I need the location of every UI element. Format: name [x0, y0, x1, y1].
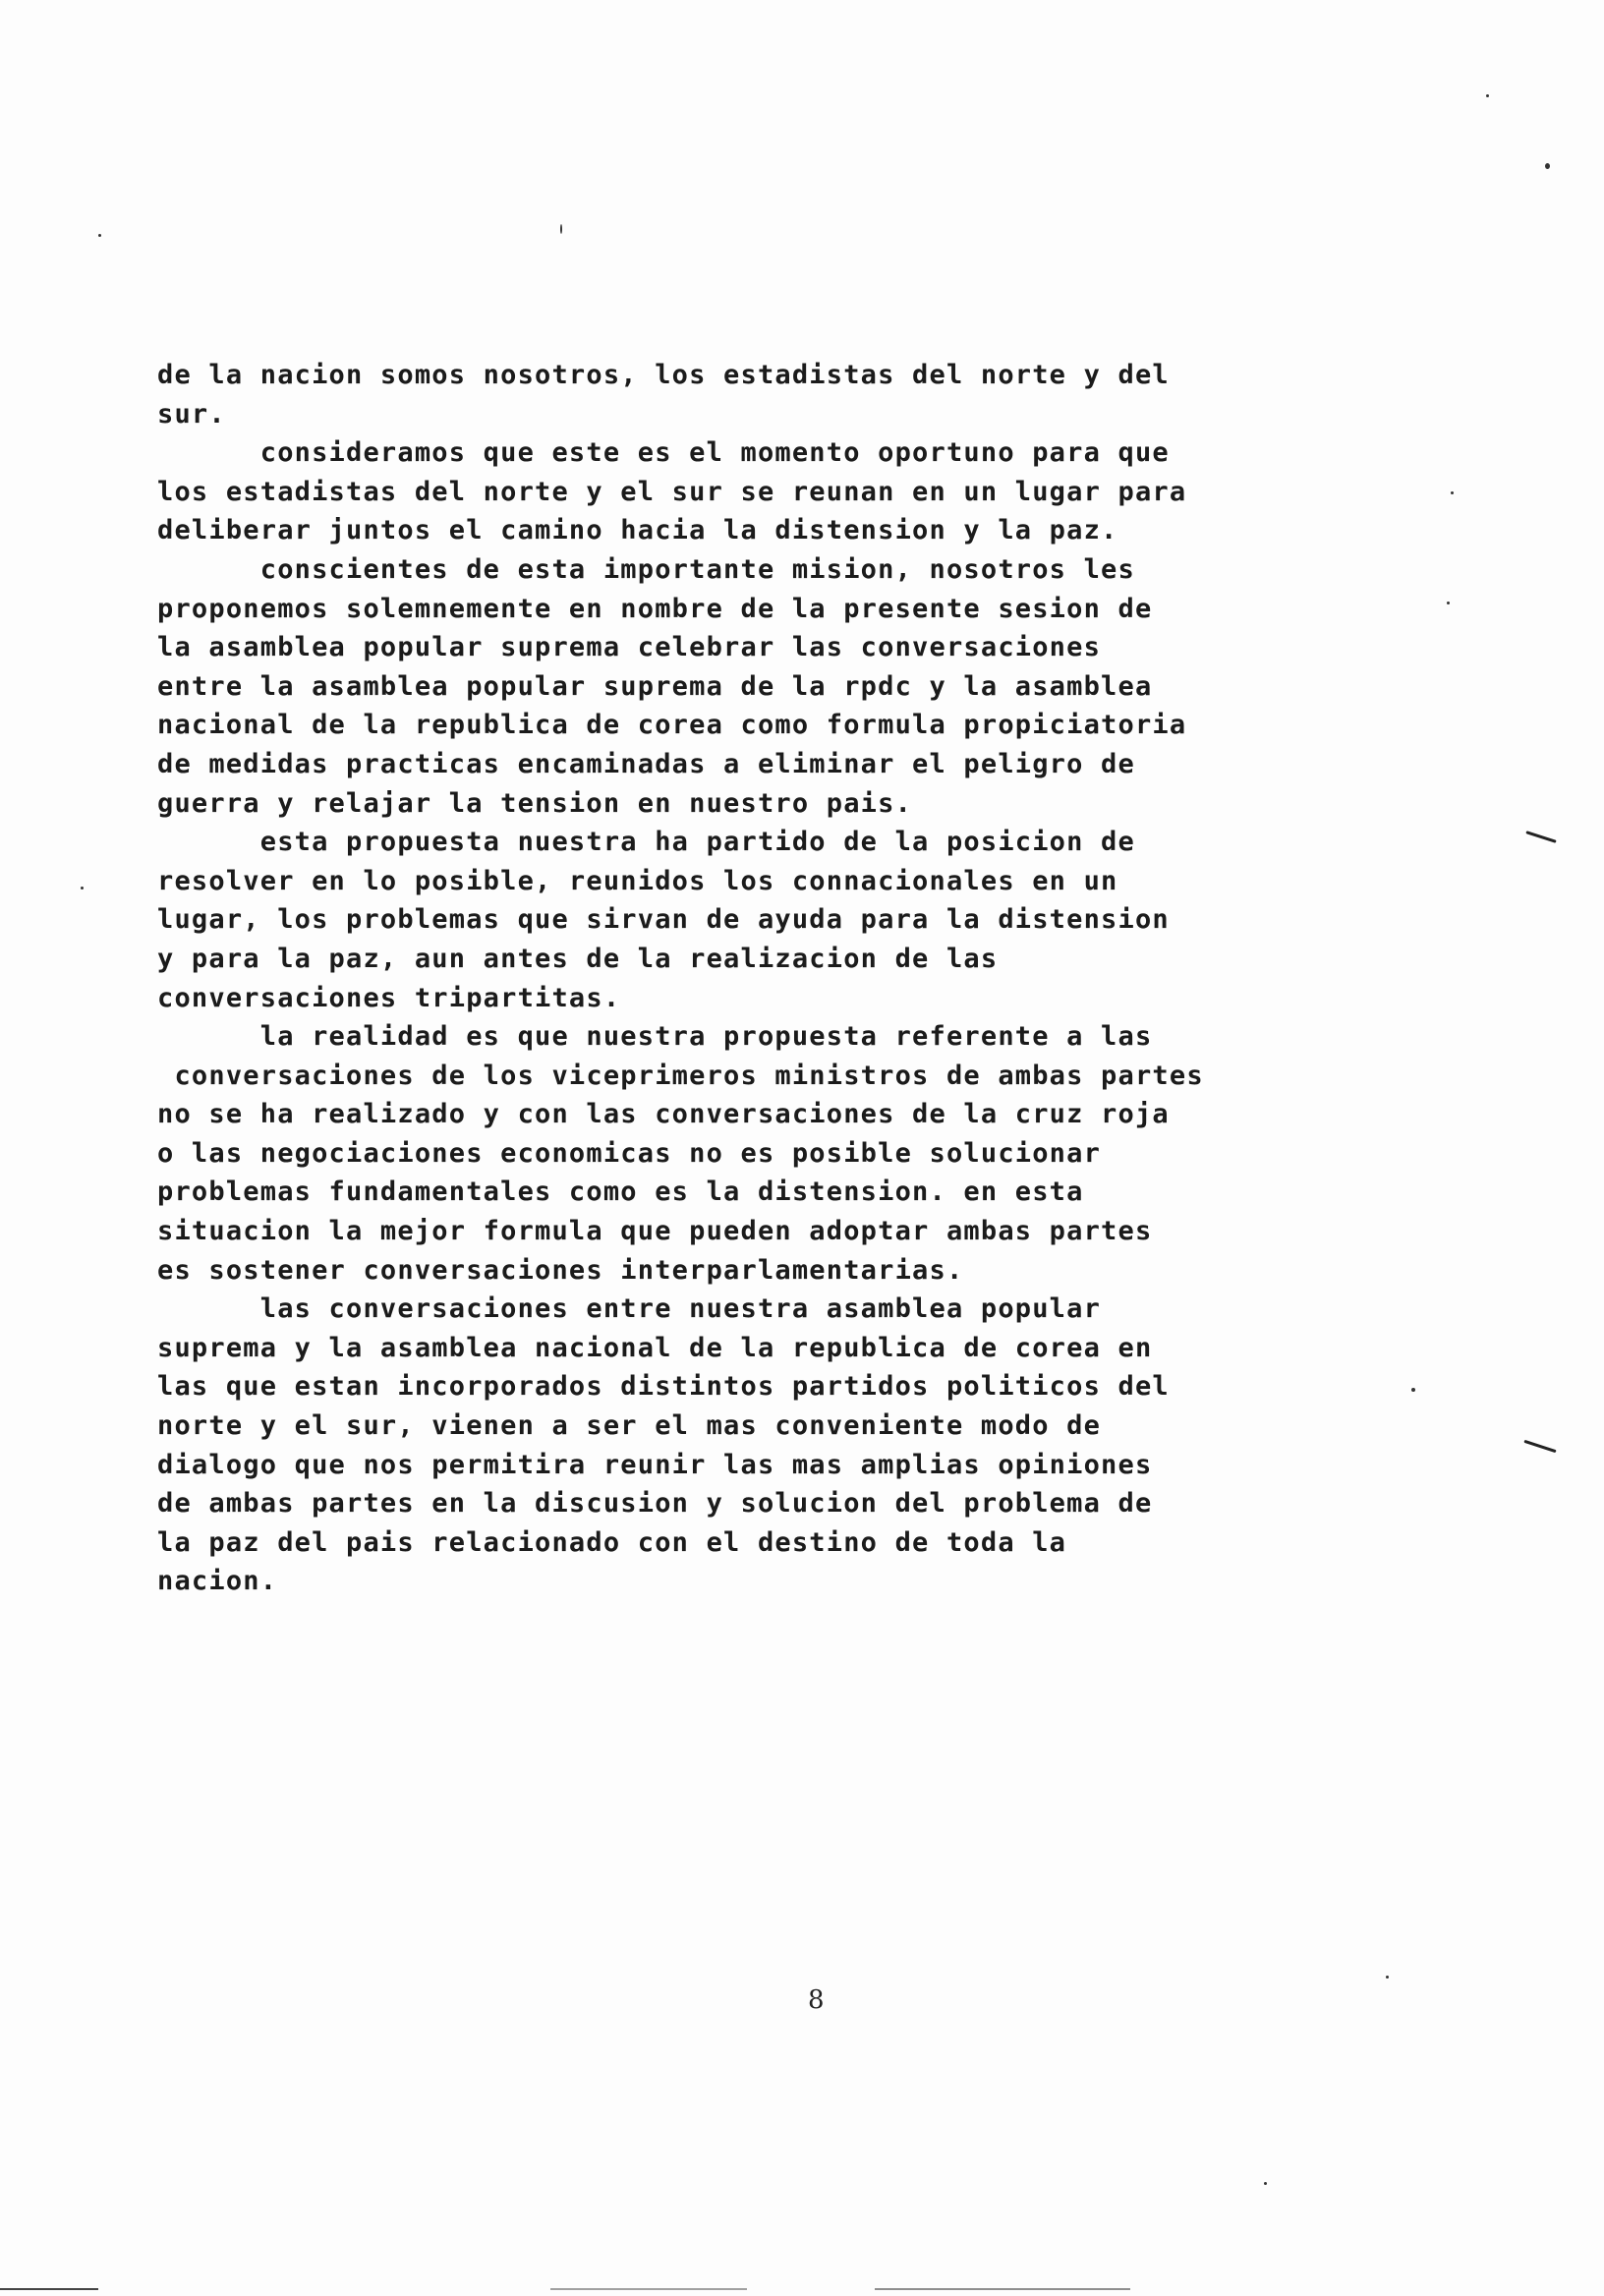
text-line: de ambas partes en la discusion y solucion del problema de: [157, 1488, 1153, 1520]
text-line: nacion.: [157, 1566, 278, 1597]
text-line: consideramos que este es el momento oportuno para que: [157, 437, 1170, 469]
scan-speck: [81, 887, 84, 890]
scan-mark: [1523, 1440, 1556, 1453]
scan-speck: [1447, 602, 1450, 604]
text-line: la asamblea popular suprema celebrar las conversaciones: [157, 632, 1102, 663]
text-line: la realidad es que nuestra propuesta referente a las: [157, 1021, 1153, 1053]
text-line: las que estan incorporados distintos partidos politicos del: [157, 1371, 1170, 1403]
text-line: dialogo que nos permitira reunir las mas amplias opiniones: [157, 1449, 1153, 1480]
text-line: norte y el sur, vienen a ser el mas conveniente modo de: [157, 1410, 1102, 1442]
scan-speck: [1386, 1976, 1389, 1979]
bottom-edge-line: [875, 2288, 1130, 2290]
text-line: no se ha realizado y con las conversaciones de la cruz roja: [157, 1099, 1170, 1130]
text-line: entre la asamblea popular suprema de la rpdc y la asamblea: [157, 670, 1153, 702]
scan-speck: [560, 224, 562, 234]
text-line: lugar, los problemas que sirvan de ayuda para la distension: [157, 904, 1170, 936]
page-number: 8: [808, 1985, 825, 2015]
text-line: esta propuesta nuestra ha partido de la posicion de: [157, 827, 1135, 858]
text-line: de la nacion somos nosotros, los estadistas del norte y del: [157, 360, 1170, 390]
scan-speck: [1486, 94, 1489, 97]
text-line: de medidas practicas encaminadas a eliminar el peligro de: [157, 748, 1135, 779]
text-line: es sostener conversaciones interparlamentarias.: [157, 1254, 964, 1286]
scan-speck: [98, 234, 101, 237]
text-line: o las negociaciones economicas no es posible solucionar: [157, 1137, 1102, 1169]
text-line: guerra y relajar la tension en nuestro pais.: [157, 787, 913, 819]
text-line: deliberar juntos el camino hacia la distension y la paz.: [157, 515, 1118, 546]
scan-speck: [1545, 163, 1550, 169]
text-line: sur.: [157, 398, 226, 430]
text-line: conversaciones de los viceprimeros ministros de ambas partes: [157, 1060, 1204, 1091]
text-line: las conversaciones entre nuestra asamblea popular: [157, 1293, 1102, 1325]
text-line: problemas fundamentales como es la distension. en esta: [157, 1177, 1084, 1208]
scan-speck: [1411, 1388, 1415, 1392]
text-line: la paz del pais relacionado con el destino de toda la: [157, 1526, 1067, 1558]
text-line: resolver en lo posible, reunidos los connacionales en un: [157, 865, 1118, 896]
text-line: y para la paz, aun antes de la realizacion de las: [157, 943, 999, 974]
text-line: conscientes de esta importante mision, nosotros les: [157, 553, 1135, 585]
bottom-edge-line: [550, 2288, 747, 2290]
scan-mark: [1525, 831, 1556, 843]
text-line: suprema y la asamblea nacional de la republica de corea en: [157, 1332, 1153, 1363]
scan-speck: [1451, 491, 1454, 494]
bottom-edge-line: [0, 2288, 98, 2290]
text-line: nacional de la republica de corea como formula propiciatoria: [157, 710, 1187, 741]
scan-speck: [1264, 2182, 1267, 2185]
text-line: los estadistas del norte y el sur se reunan en un lugar para: [157, 476, 1187, 507]
body-text: [157, 356, 1396, 1601]
text-line: situacion la mejor formula que pueden adoptar ambas partes: [157, 1216, 1153, 1247]
text-line: conversaciones tripartitas.: [157, 982, 621, 1013]
text-line: proponemos solemnemente en nombre de la presente sesion de: [157, 593, 1153, 624]
